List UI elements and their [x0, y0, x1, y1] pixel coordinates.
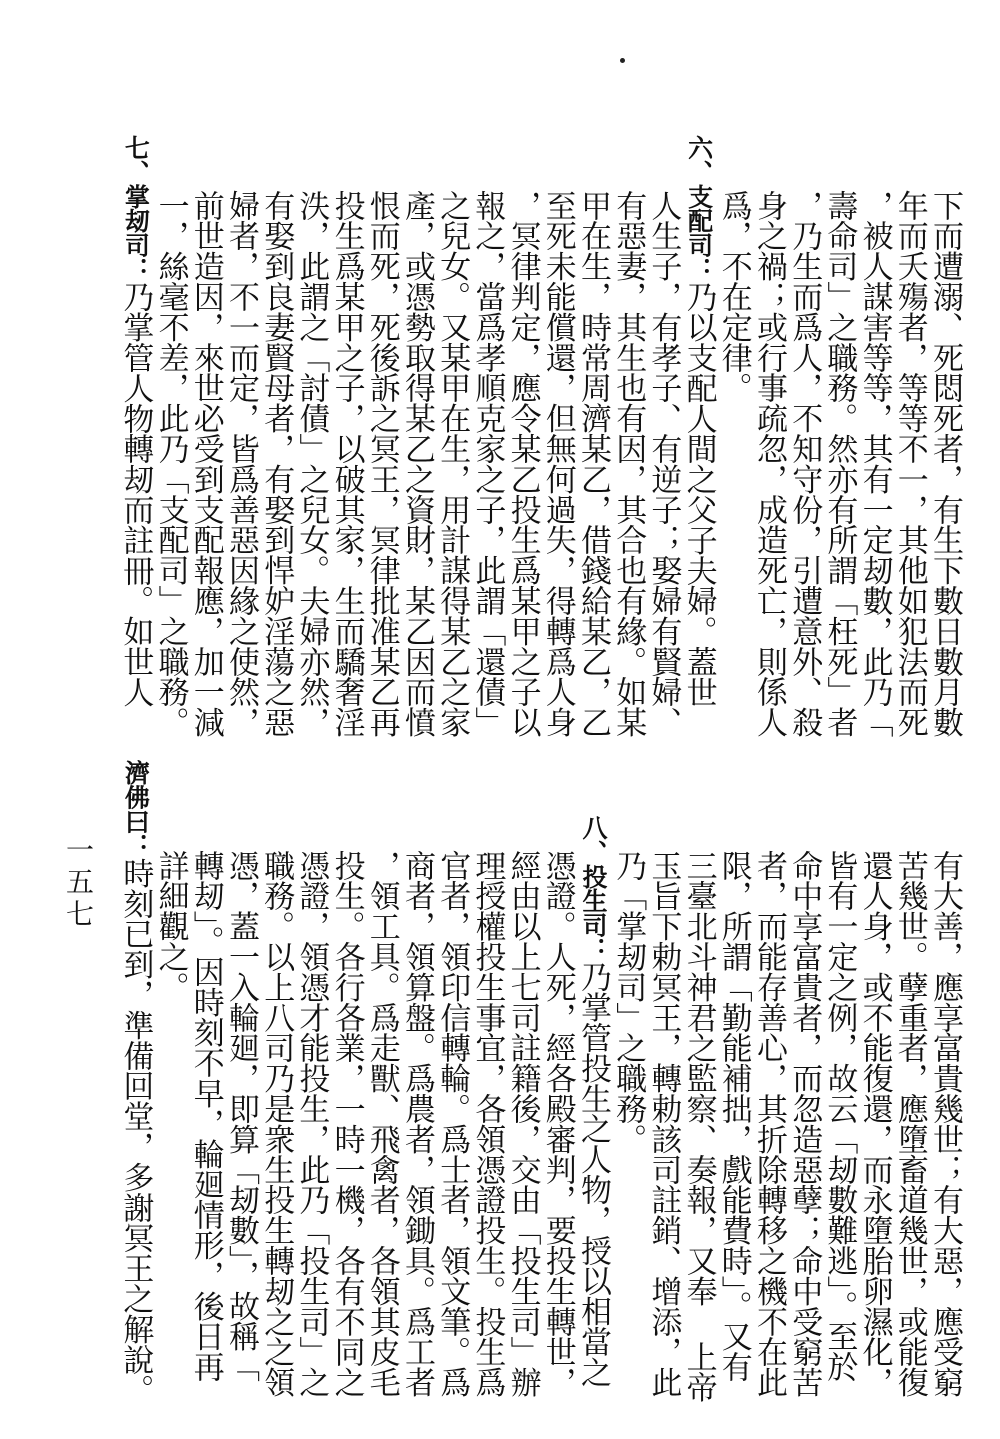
- text-column: 年而夭殤者，等等不一，其他如犯法而死: [891, 190, 928, 738]
- section-heading-column: 六、支配司：乃以支配人間之父子夫婦。蓋世: [680, 135, 717, 708]
- text-column: 皆有一定之例，故云「刼數難逃」。至於: [821, 850, 858, 1382]
- text-column: 命中享富貴者，而忽造惡孽；命中受窮苦: [786, 850, 823, 1398]
- text-column: ，冥律判定，應令某乙投生爲某甲之子以: [504, 190, 541, 738]
- text-column: 下而遭溺、死悶死者，有生下數日數月數: [927, 190, 963, 738]
- text-column: 恨而死，死後訴之冥王，冥律批准某乙再: [363, 190, 400, 738]
- text-column: 有大善，應享富貴幾世；有大惡，應受窮: [927, 850, 963, 1398]
- text-column: 商者，領算盤。爲農者，領鋤具。爲工者: [399, 850, 435, 1398]
- text-column: 人生子，有孝子、有逆子；娶婦有賢婦、: [645, 190, 682, 738]
- ink-speck: [620, 58, 625, 63]
- text-column: 玉旨下勅冥王，轉勅該司註銷、增添，此: [645, 850, 682, 1398]
- text-column: 憑證，領憑才能投生，此乃「投生司」之: [293, 850, 330, 1398]
- text-column: 有娶到良妻賢母者，有娶到悍妒淫蕩之惡: [258, 190, 295, 738]
- text-column: 婦者，不一而定，皆爲善惡因緣之使然，: [223, 190, 259, 738]
- text-column: 產，或憑勢取得某乙之資財，某乙因而憤: [399, 190, 435, 738]
- text-column: 理授權投生事宜，各領憑證投生。投生爲: [469, 850, 506, 1398]
- text-column: 憑證。人死，經各殿審判，要投生轉世，: [539, 850, 576, 1398]
- text-column: 憑，蓋一入輪廻，即算「刼數」，故稱「: [223, 850, 259, 1382]
- text-column: 還人身，或不能復還，而永墮胎卵濕化，: [856, 850, 893, 1398]
- text-column: 身之禍；或行事疏忽，成造死亡，則係人: [751, 190, 787, 738]
- text-column: 限，所謂「勤能補拙，戲能費時」。又有: [715, 850, 752, 1382]
- text-column: 爲，不在定律。: [715, 190, 752, 403]
- text-column: 有惡妻，其生也有因，其合也有緣。如某: [610, 190, 647, 738]
- text-column: 轉刼」。因時刻不早，輪廻情形，後日再: [187, 850, 224, 1382]
- text-column: ，被人謀害等等，其有一定刼數，此乃「: [856, 190, 893, 738]
- text-column: 官者，領印信轉輪。爲士者，領文筆。爲: [434, 850, 471, 1398]
- text-column: ，乃生而爲人，不知守份，引遭意外、殺: [786, 190, 823, 738]
- text-column: 經由以上七司註籍後，交由「投生司」辦: [504, 850, 541, 1398]
- section-heading-column: 七、掌刼司：乃掌管人物轉刼而註冊。如世人: [117, 135, 154, 708]
- text-column: 報之，當爲孝順克家之子，此謂「還債」: [469, 190, 506, 738]
- text-column: 苦幾世。孽重者，應墮畜道幾世，或能復: [891, 850, 928, 1398]
- text-column: 三臺北斗神君之監察、奏報，又奉 上帝: [680, 850, 717, 1403]
- text-column: 一，絲毫不差，此乃「支配司」之職務。: [152, 190, 189, 738]
- text-column: 詳細觀之。: [152, 850, 189, 1003]
- text-column: 乃「掌刼司」之職務。: [610, 850, 647, 1155]
- text-column: 職務。以上八司乃是衆生投生轉刼之之領: [258, 850, 295, 1398]
- text-column: ，領工具。爲走獸、飛禽者，各領其皮毛: [363, 850, 400, 1398]
- section-heading-column: 八、投生司：乃掌管投生之人物，授以相當之: [575, 815, 611, 1388]
- text-column: 投生。各行各業，一時一機，各有不同之: [328, 850, 365, 1398]
- text-column: 之兒女。又某甲在生，用計謀得某乙之家: [434, 190, 471, 738]
- text-column: 至死未能償還，但無何過失，得轉爲人身: [539, 190, 576, 738]
- text-column: 甲在生，時常周濟某乙，借錢給某乙，乙: [575, 190, 611, 738]
- section-heading-column: 濟佛曰：時刻已到，準備回堂，多謝冥王之解說。: [117, 760, 154, 1405]
- text-column: 前世造因，來世必受到支配報應，加一減: [187, 190, 224, 738]
- text-column: 者，而能存善心，其折除轉移之機不在此: [751, 850, 787, 1398]
- text-column: 壽命司」之職務。然亦有所謂「枉死」者: [821, 190, 858, 738]
- text-column: 泆，此謂之「討債」之兒女。夫婦亦然，: [293, 190, 330, 738]
- text-column: 投生爲某甲之子，以破其家，生而驕奢淫: [328, 190, 365, 738]
- page-number: 一五七: [62, 835, 95, 931]
